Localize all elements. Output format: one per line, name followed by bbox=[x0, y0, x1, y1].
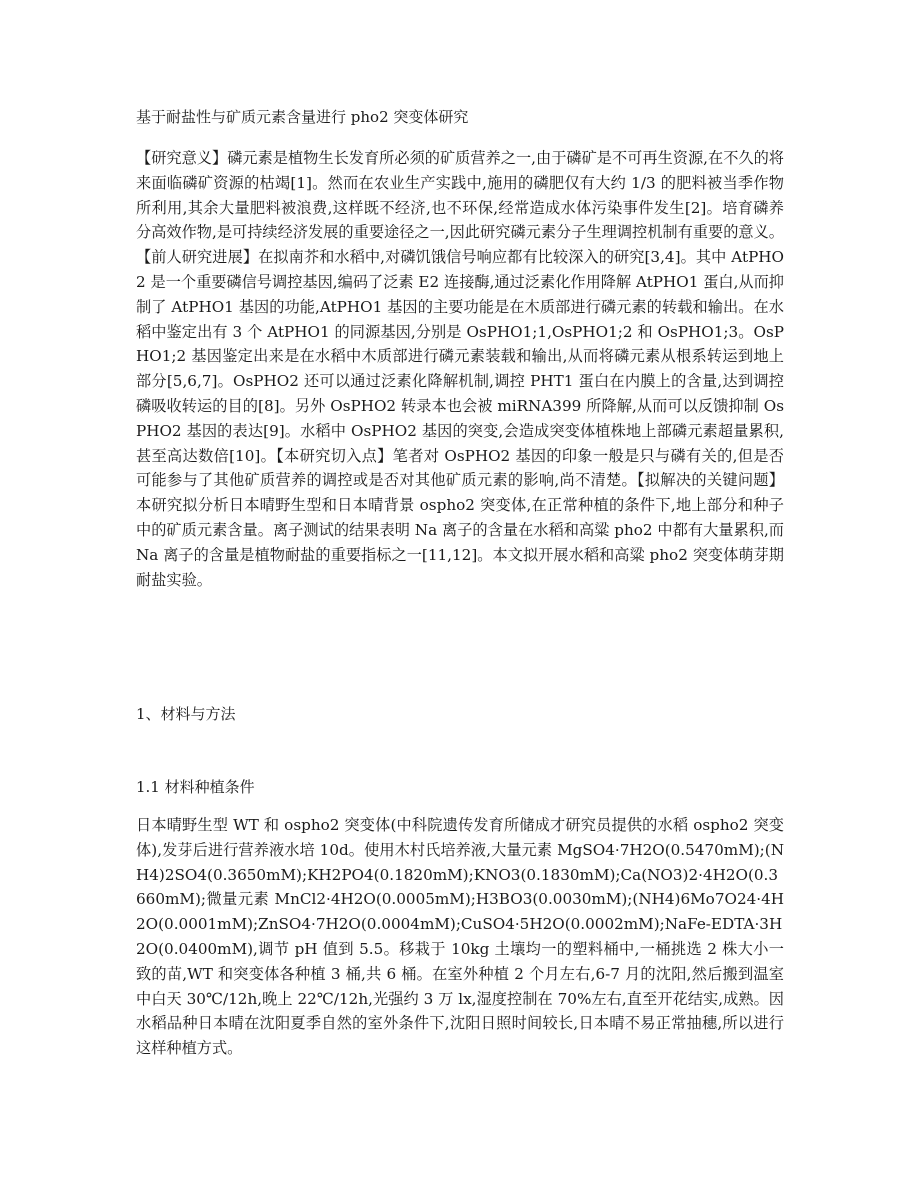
section-heading-materials-methods: 1、材料与方法 bbox=[136, 705, 236, 723]
document-title: 基于耐盐性与矿质元素含量进行 pho2 突变体研究 bbox=[136, 108, 469, 126]
intro-paragraph: 【研究意义】磷元素是植物生长发育所必须的矿质营养之一,由于磷矿是不可再生资源,在不久的将来面临磷矿资源的枯竭[1]。然而在农业生产实践中,施用的磷肥仅有大约 1/3 的肥料被当季作物所利用,其余大量肥料被浪费,这样既不经济,也不环保,经常造成水体污染事件发生[2]。培育磷养分高效作物,是可持续经济发展的重要途径之一,因此研究磷元素分子生理调控机制有重要的意义。【前人研究进展】在拟南芥和水稻中,对磷饥饿信号响应都有比较深入的研究[3,4]。其中 AtPHO2 是一个重要磷信号调控基因,编码了泛素 E2 连接酶,通过泛素化作用降解 AtPHO1 蛋白,从而抑制了 AtPHO1 基因的功能,AtPHO1 基因的主要功能是在木质部进行磷元素的转载和输出。在水稻中鉴定出有 3 个 AtPHO1 的同源基因,分别是 OsPHO1;1,OsPHO1;2 和 OsPHO1;3。OsPHO1;2 基因鉴定出来是在水稻中木质部进行磷元素装载和输出,从而将磷元素从根系转运到地上部分[5,6,7]。OsPHO2 还可以通过泛素化降解机制,调控 PHT1 蛋白在内膜上的含量,达到调控磷吸收转运的目的[8]。另外 OsPHO2 转录本也会被 miRNA399 所降解,从而可以反馈抑制 OsPHO2 基因的表达[9]。水稻中 OsPHO2 基因的突变,会造成突变体植株地上部磷元素超量累积,甚至高达数倍[10]。【本研究切入点】笔者对 OsPHO2 基因的印象一般是只与磷有关的,但是否可能参与了其他矿质营养的调控或是否对其他矿质元素的影响,尚不清楚。【拟解决的关键问题】本研究拟分析日本晴野生型和日本晴背景 ospho2 突变体,在正常种植的条件下,地上部分和种子中的矿质元素含量。离子测试的结果表明 Na 离子的含量在水稻和高粱 pho2 中都有大量累积,而 Na 离子的含量是植物耐盐的重要指标之一[11,12]。本文拟开展水稻和高粱 pho2 突变体萌芽期耐盐实验。 bbox=[136, 149, 784, 589]
method-paragraph: 日本晴野生型 WT 和 ospho2 突变体(中科院遗传发育所储成才研究员提供的水稻 ospho2 突变体),发芽后进行营养液水培 10d。使用木村氏培养液,大量元素 MgSO4·7H2O(0.5470mM);(NH4)2SO4(0.3650mM);KH2PO4(0.1820mM);KNO3(0.1830mM);Ca(NO3)2·4H2O(0.3660mM);微量元素 MnCl2·4H2O(0.0005mM);H3BO3(0.0030mM);(NH4)6Mo7O24·4H2O(0.0001mM);ZnSO4·7H2O(0.0004mM);CuSO4·5H2O(0.0002mM);NaFe-EDTA·3H2O(0.0400mM),调节 pH 值到 5.5。移栽于 10kg 土壤均一的塑料桶中,一桶挑选 2 株大小一致的苗,WT 和突变体各种植 3 桶,共 6 桶。在室外种植 2 个月左右,6-7 月的沈阳,然后搬到温室中白天 30℃/12h,晚上 22℃/12h,光强约 3 万 lx,湿度控制在 70%左右,直至开花结实,成熟。因水稻品种日本晴在沈阳夏季自然的室外条件下,沈阳日照时间较长,日本晴不易正常抽穗,所以进行这样种植方式。 bbox=[136, 816, 784, 1058]
subsection-heading-planting-conditions: 1.1 材料种植条件 bbox=[136, 778, 255, 796]
